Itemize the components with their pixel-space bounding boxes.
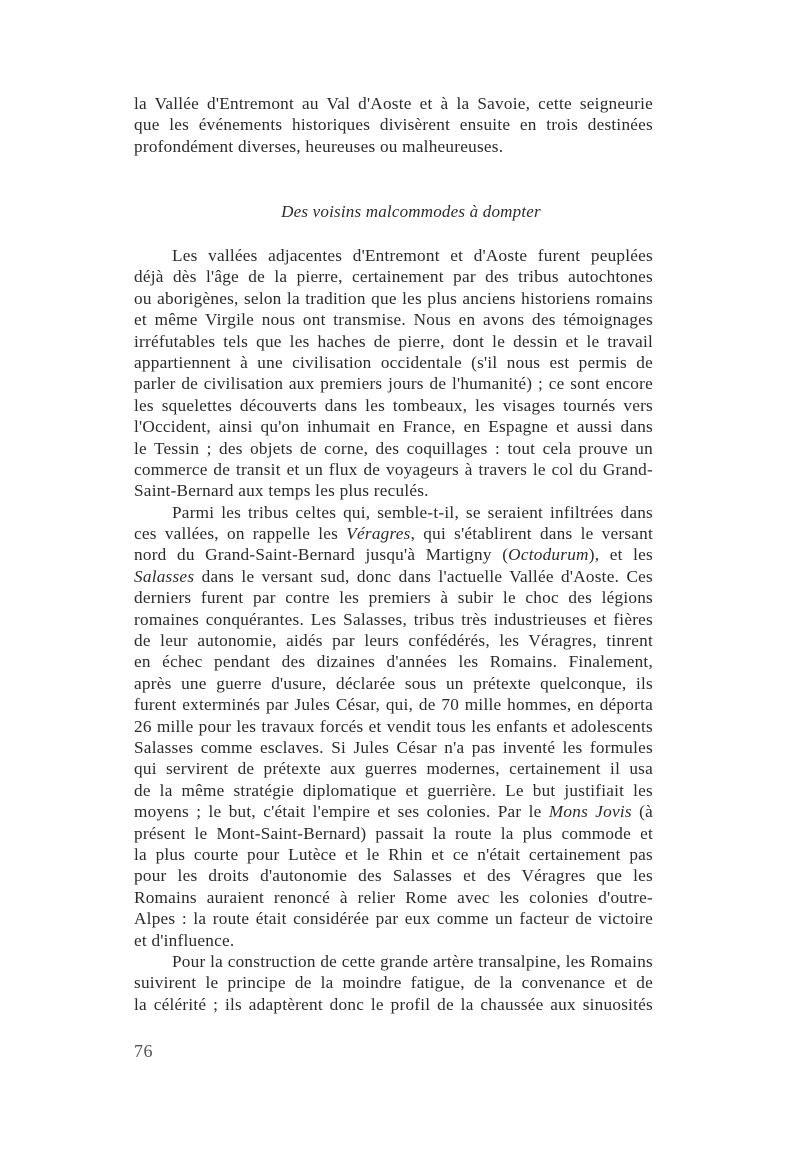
text-line: ou aborigènes, selon la tradition que les plus anciens historiens romains	[134, 288, 653, 308]
text-line: parler de civilisation aux premiers jours de l'humanité) ; ce sont encore	[134, 374, 653, 394]
text-line: profondément diverses, heureuses ou malheureuses.	[134, 136, 504, 156]
text-line: le Tessin ; des objets de corne, des coquillages : tout cela prouve un	[134, 438, 653, 458]
text-line: Salasses dans le versant sud, donc dans l'actuelle Vallée d'Aoste. Ces	[134, 566, 653, 586]
text-line: de leur autonomie, aidés par leurs confédérés, les Véragres, tinrent	[134, 631, 653, 651]
text-line: irréfutables tels que les haches de pierre, dont le dessin et le travail	[134, 331, 653, 351]
text-line: derniers furent par contre les premiers à subir le choc des légions	[134, 588, 653, 608]
text-line: Salasses comme esclaves. Si Jules César n'a pas inventé les formules	[134, 737, 653, 757]
italic-term: Véragres	[346, 524, 411, 544]
text-line: nord du Grand-Saint-Bernard jusqu'à Martigny (Octodurum), et les	[134, 545, 653, 565]
text-line: pour les droits d'autonomie des Salasses et des Véragres que les	[134, 866, 653, 886]
text-line: Saint-Bernard aux temps les plus reculés.	[134, 481, 429, 501]
italic-term: Salasses	[134, 566, 195, 586]
text-line: Romains auraient renoncé à relier Rome avec les colonies d'outre-	[134, 887, 653, 907]
text-line: la célérité ; ils adaptèrent donc le profil de la chaussée aux sinuosités	[134, 994, 653, 1014]
text-line: la Vallée d'Entremont au Val d'Aoste et à la Savoie, cette seigneurie	[134, 94, 653, 113]
text-line: 26 mille pour les travaux forcés et vendit tous les enfants et adolescents	[134, 716, 653, 736]
text-line: Pour la construction de cette grande artère transalpine, les Romains	[172, 951, 653, 971]
text-line: en échec pendant des dizaines d'années les Romains. Finalement,	[134, 652, 653, 672]
body-text	[134, 245, 653, 1015]
text-line: que les événements historiques divisèrent ensuite en trois destinées	[134, 115, 653, 135]
text-line: romaines conquérantes. Les Salasses, tribus très industrieuses et fières	[134, 609, 653, 629]
text-line: Alpes : la route était considérée par eux comme un facteur de victoire	[134, 909, 653, 929]
text-line: de la même stratégie diplomatique et guerrière. Le but justifiait les	[134, 780, 653, 800]
text-line: commerce de transit et un flux de voyageurs à travers le col du Grand-	[134, 459, 653, 479]
section-heading: Des voisins malcommodes à dompter	[281, 202, 541, 221]
text-line: présent le Mont-Saint-Bernard) passait la route la plus commode et	[134, 823, 653, 843]
text-line: appartiennent à une civilisation occidentale (s'il nous est permis de	[134, 352, 653, 372]
text-line: déjà dès l'âge de la pierre, certainement par des tribus autochtones	[134, 267, 653, 287]
intro-paragraph	[134, 93, 653, 157]
text-line: et même Virgile nous ont transmise. Nous en avons des témoignages	[134, 310, 653, 330]
text-line: la plus courte pour Lutèce et le Rhin et ce n'était certainement pas	[134, 844, 653, 864]
text-line: ces vallées, on rappelle les Véragres, qui s'établirent dans le versant	[134, 524, 654, 544]
text-line: Les vallées adjacentes d'Entremont et d'Aoste furent peuplées	[172, 246, 653, 265]
text-line: furent exterminés par Jules César, qui, de 70 mille hommes, en déporta	[134, 695, 653, 715]
text-line: après une guerre d'usure, déclarée sous un prétexte quelconque, ils	[134, 673, 653, 693]
text-line: suivirent le principe de la moindre fatigue, de la convenance et de	[134, 973, 653, 993]
italic-term: Mons Jovis	[548, 802, 632, 822]
text-line: qui servirent de prétexte aux guerres modernes, certainement il usa	[134, 759, 653, 779]
text-line: moyens ; le but, c'était l'empire et ses colonies. Par le Mons Jovis (à	[134, 802, 653, 822]
text-line: l'Occident, ainsi qu'on inhumait en France, en Espagne et aussi dans	[134, 417, 653, 437]
text-line: et d'influence.	[134, 930, 235, 950]
italic-term: Octodurum	[508, 545, 589, 565]
page-number: 76	[134, 1041, 153, 1061]
text-line: les squelettes découverts dans les tombeaux, les visages tournés vers	[134, 395, 653, 415]
text-line: Parmi les tribus celtes qui, semble-t-il, se seraient infiltrées dans	[172, 502, 653, 522]
